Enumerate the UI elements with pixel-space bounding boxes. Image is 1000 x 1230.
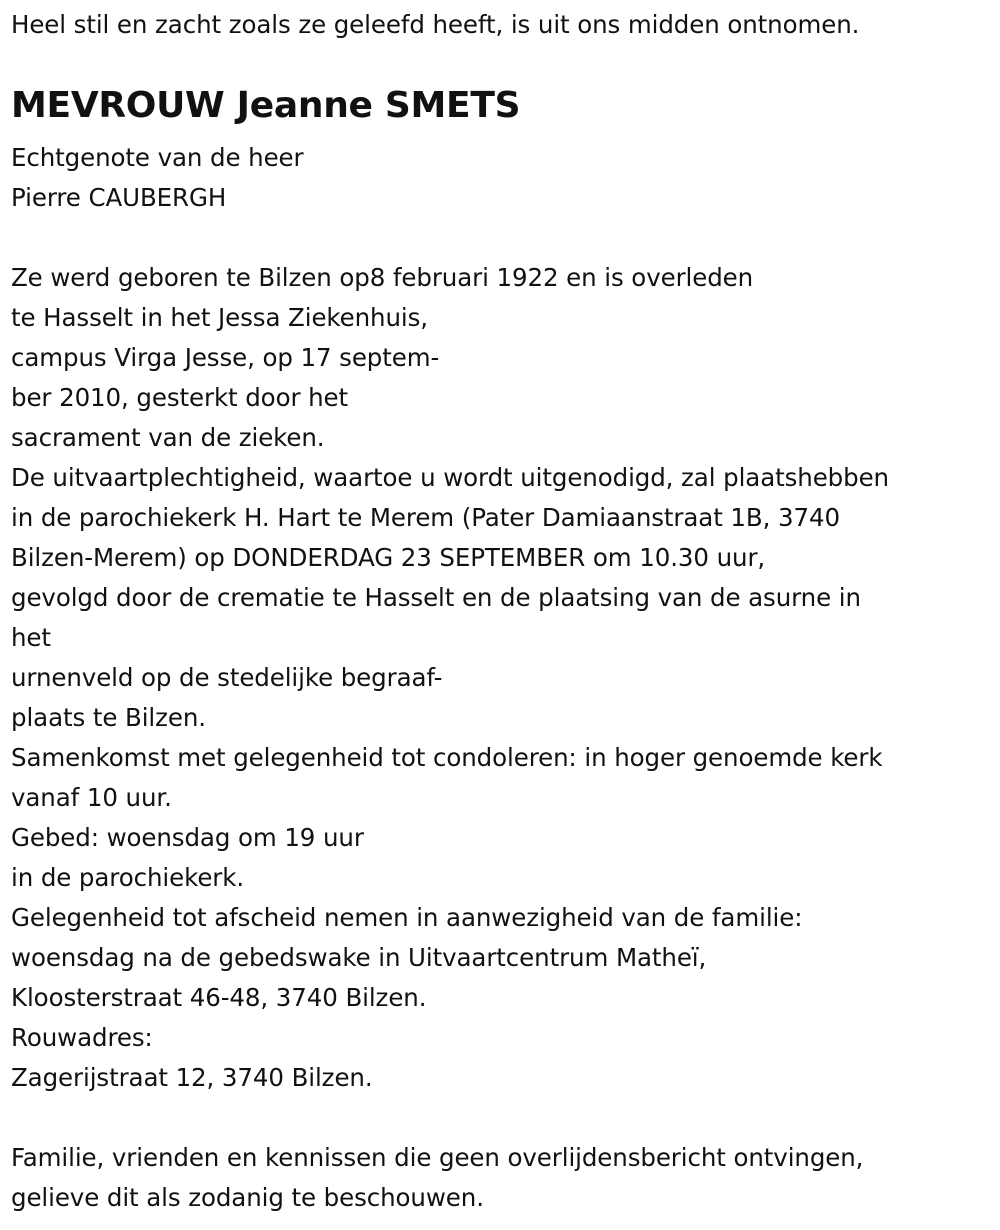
body-line: gevolgd door de crematie te Hasselt en de plaatsing van de asurne in bbox=[11, 583, 861, 612]
body-line: ber 2010, gesterkt door het bbox=[11, 383, 349, 412]
spacer bbox=[11, 218, 991, 258]
body-line: Bilzen-Merem) op DONDERDAG 23 SEPTEMBER om 10.30 uur, bbox=[11, 543, 766, 572]
obituary-notice bbox=[11, 0, 991, 1218]
body-line: Kloosterstraat 46-48, 3740 Bilzen. bbox=[11, 983, 427, 1012]
intro-text: Heel stil en zacht zoals ze geleefd heeft, is uit ons midden ontnomen. bbox=[11, 10, 860, 39]
closing-line: gelieve dit als zodanig te beschouwen. bbox=[11, 1183, 484, 1212]
body-line: campus Virga Jesse, op 17 septem- bbox=[11, 343, 440, 372]
body-line: Gebed: woensdag om 19 uur bbox=[11, 823, 364, 852]
deceased-name: MEVROUW Jeanne SMETS bbox=[11, 85, 521, 126]
closing-line: Familie, vrienden en kennissen die geen overlijdensbericht ontvingen, bbox=[11, 1143, 864, 1172]
body-line: Ze werd geboren te Bilzen op8 februari 1922 en is overleden bbox=[11, 263, 754, 292]
body-line: het bbox=[11, 623, 51, 652]
spacer bbox=[11, 1098, 991, 1138]
body-line: Gelegenheid tot afscheid nemen in aanwezigheid van de familie: bbox=[11, 903, 803, 932]
spouse-line: Echtgenote van de heer bbox=[11, 143, 304, 172]
body-line: Samenkomst met gelegenheid tot condoleren: in hoger genoemde kerk bbox=[11, 743, 883, 772]
body-line: plaats te Bilzen. bbox=[11, 703, 206, 732]
body-line: Zagerijstraat 12, 3740 Bilzen. bbox=[11, 1063, 373, 1092]
body-line: sacrament van de zieken. bbox=[11, 423, 325, 452]
body-line: in de parochiekerk H. Hart te Merem (Pater Damiaanstraat 1B, 3740 bbox=[11, 503, 840, 532]
body-line: De uitvaartplechtigheid, waartoe u wordt uitgenodigd, zal plaatshebben bbox=[11, 463, 889, 492]
body-line: te Hasselt in het Jessa Ziekenhuis, bbox=[11, 303, 428, 332]
body-line: Rouwadres: bbox=[11, 1023, 153, 1052]
body-line: in de parochiekerk. bbox=[11, 863, 245, 892]
spouse-line: Pierre CAUBERGH bbox=[11, 183, 227, 212]
body-line: woensdag na de gebedswake in Uitvaartcentrum Matheï, bbox=[11, 943, 707, 972]
body-line: vanaf 10 uur. bbox=[11, 783, 172, 812]
body-line: urnenveld op de stedelijke begraaf- bbox=[11, 663, 443, 692]
